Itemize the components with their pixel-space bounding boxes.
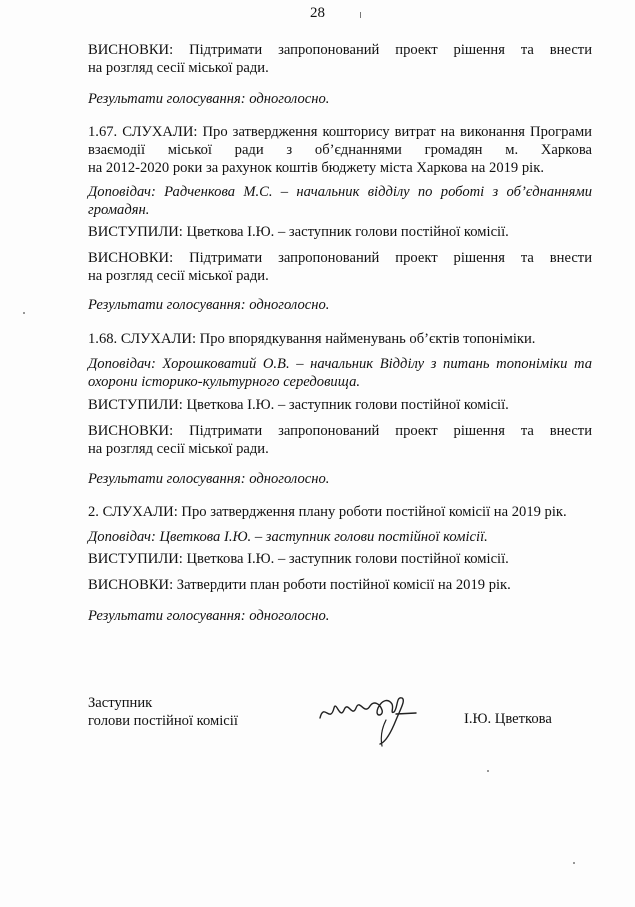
item-168-speaker-line-1: Доповідач: Хорошковатий О.В. – начальник Відділу з питань топоніміки та: [88, 356, 592, 372]
item-2-spoke: ВИСТУПИЛИ: Цветкова І.Ю. – заступник голови постійної комісії.: [88, 551, 509, 567]
conclusions-label: ВИСНОВКИ:: [88, 250, 174, 266]
item-167-speaker-line-1: Доповідач: Радченкова М.С. – начальник відділу по роботі з об’єднаннями: [88, 184, 592, 200]
signatory-title: [88, 694, 238, 730]
heard-text: Про затвердження кошторису витрат на виконання Програми: [202, 124, 592, 140]
page-number: 28: [310, 5, 325, 21]
scan-speck: [573, 862, 575, 864]
item-167-vote: Результати голосування: одноголосно.: [88, 297, 330, 313]
scan-speck: [487, 770, 489, 772]
item-2-heard: [88, 503, 592, 521]
item-167-conclusions-line-1: [88, 249, 592, 267]
conclusions-text: Підтримати запропонований проект рішення та внести: [189, 250, 592, 266]
heard-label: 1.68. СЛУХАЛИ:: [88, 331, 197, 347]
item-168-heard: [88, 330, 592, 348]
scan-speck: [23, 312, 25, 314]
heard-text: Про затвердження плану роботи постійної комісії на 2019 рік.: [181, 504, 567, 520]
item-168-conclusions-line-2: на розгляд сесії міської ради.: [88, 441, 269, 457]
item-168-conclusions-line-1: [88, 422, 592, 440]
item-168-speaker-line-2: охорони історико-культурного середовища.: [88, 374, 361, 390]
item-2-conclusions: ВИСНОВКИ: Затвердити план роботи постійної комісії на 2019 рік.: [88, 577, 511, 593]
signatory-title-line-1: Заступник: [88, 695, 153, 711]
item-2-speaker: Доповідач: Цветкова І.Ю. – заступник голови постійної комісії.: [88, 529, 488, 545]
conclusions-line-1: [88, 41, 592, 59]
heard-label: 2. СЛУХАЛИ:: [88, 504, 178, 520]
item-167-conclusions-line-2: на розгляд сесії міської ради.: [88, 268, 269, 284]
item-167-spoke: ВИСТУПИЛИ: Цветкова І.Ю. – заступник голови постійної комісії.: [88, 224, 509, 240]
item-2-vote: Результати голосування: одноголосно.: [88, 608, 330, 624]
item-167-heard-line-1: [88, 123, 592, 141]
vote-result: Результати голосування: одноголосно.: [88, 91, 330, 107]
conclusions-text: Підтримати запропонований проект рішення та внести: [189, 42, 592, 58]
heard-text: Про впорядкування найменувань об’єктів топоніміки.: [199, 331, 536, 347]
item-167-speaker-line-2: громадян.: [88, 202, 150, 218]
heard-label: 1.67. СЛУХАЛИ:: [88, 124, 198, 140]
handwritten-signature: [316, 690, 426, 750]
conclusions-label: ВИСНОВКИ:: [88, 42, 174, 58]
conclusions-text: Підтримати запропонований проект рішення та внести: [189, 423, 592, 439]
conclusions-label: ВИСНОВКИ:: [88, 423, 174, 439]
item-168-vote: Результати голосування: одноголосно.: [88, 471, 330, 487]
item-168-spoke: ВИСТУПИЛИ: Цветкова І.Ю. – заступник голови постійної комісії.: [88, 397, 509, 413]
item-167-heard-line-2: взаємодії міської ради з об’єднаннями громадян м. Харкова: [88, 142, 592, 158]
scan-speck: [360, 12, 361, 18]
conclusions-line-2: на розгляд сесії міської ради.: [88, 60, 269, 76]
signatory-title-line-2: голови постійної комісії: [88, 713, 238, 729]
signatory-name: І.Ю. Цветкова: [464, 711, 552, 727]
item-167-heard-line-3: на 2012-2020 роки за рахунок коштів бюджету міста Харкова на 2019 рік.: [88, 160, 544, 176]
